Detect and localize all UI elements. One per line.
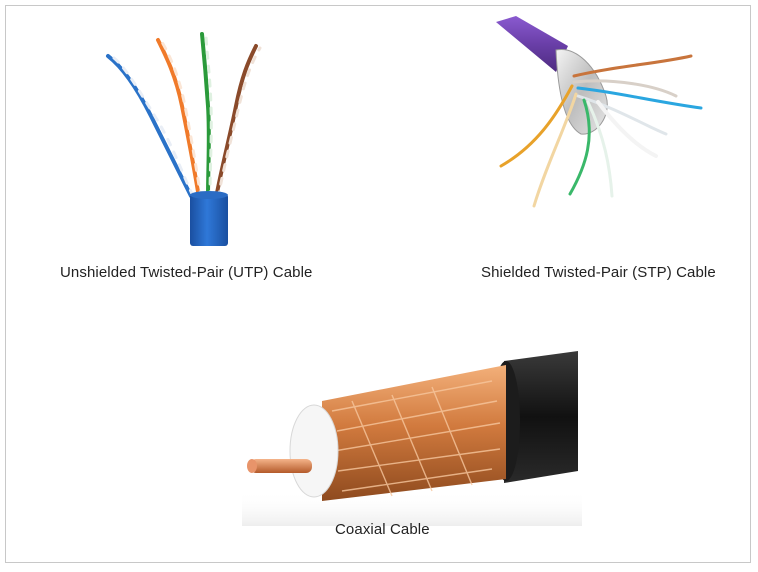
figure-panel xyxy=(5,5,751,563)
utp-caption: Unshielded Twisted-Pair (UTP) Cable xyxy=(60,264,313,281)
coaxial-cable-image xyxy=(242,351,582,526)
stp-cable-image xyxy=(486,16,716,216)
utp-cable-image xyxy=(96,26,276,246)
coax-caption: Coaxial Cable xyxy=(335,521,430,538)
stp-caption: Shielded Twisted-Pair (STP) Cable xyxy=(481,264,716,281)
